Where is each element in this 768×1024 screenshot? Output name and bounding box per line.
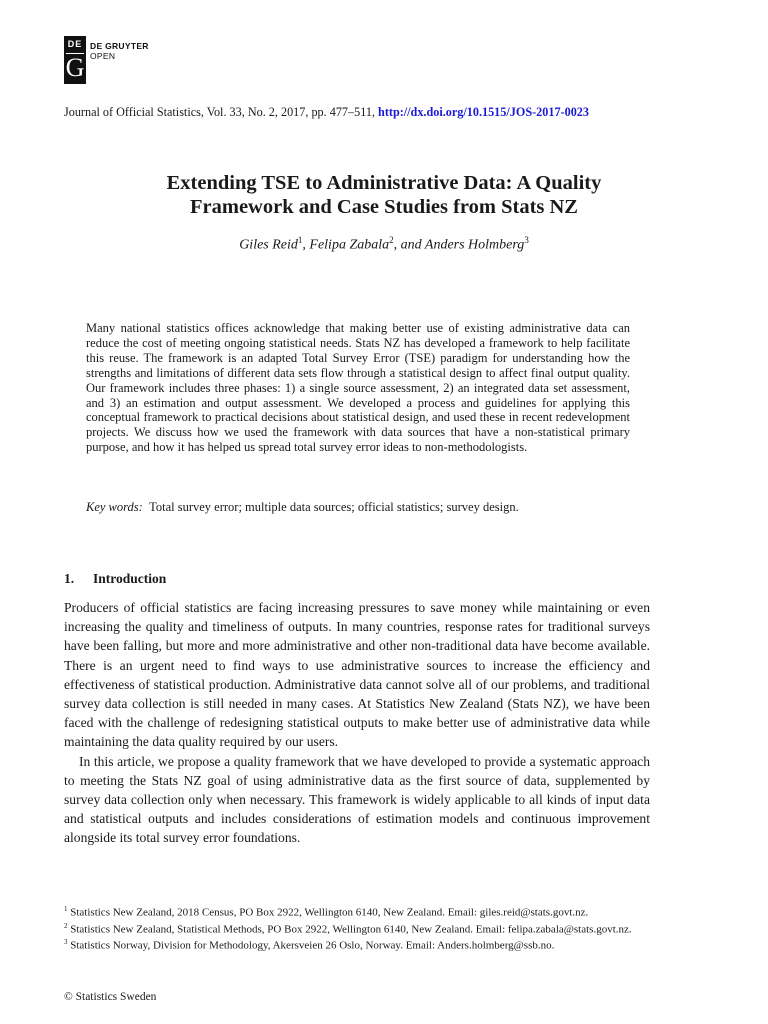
body-text [64, 598, 650, 848]
footnote-number: 3 [64, 938, 68, 947]
footnote [64, 920, 650, 937]
section-heading [64, 571, 166, 587]
footnote [64, 903, 650, 920]
author-affiliation-mark: 3 [524, 235, 529, 245]
footnotes [64, 903, 650, 953]
author-name: Giles Reid [239, 237, 298, 253]
journal-citation [64, 105, 589, 120]
author-name: Felipa Zabala [309, 237, 390, 253]
footnote-text: Statistics New Zealand, Statistical Methods, PO Box 2922, Wellington 6140, New Zealand. Email: felipa.zabala@stats.govt.nz. [67, 923, 632, 936]
author-separator: , and [393, 237, 425, 253]
paragraph: In this article, we propose a quality framework that we have developed to provide a systematic approach to meeting the Stats NZ goal of using administrative data as the first source of data, supplemented by survey data collection only when necessary. This framework is widely applicable to all kinds of input data and statistical outputs and includes considerations of estimation models and continuous improvement alongside its total survey error foundations. [64, 753, 650, 846]
footnote-number: 1 [64, 905, 68, 913]
article-title [64, 171, 704, 219]
abstract: Many national statistics offices acknowledge that making better use of existing administrative data can reduce the cost of meeting ongoing statistical needs. Stats NZ has developed a framework to help facilitate this reuse. The framework is an adapted Total Survey Error (TSE) paradigm for understanding how the strengths and limitations of different data sets flow through a statistical design to affect final output quality. Our framework includes three phases: 1) a single source assessment, 2) an integrated data set assessment, and 3) an estimation and output assessment. We developed a process and guidelines for applying this conceptual framework to practical decisions about statistical design, and used these in recent redevelopment projects. We discuss how we used the framework with data sources that have a non-statistical primary purpose, and how it has helped us spread total survey error ideas to non-methodologists. [86, 321, 630, 455]
publisher-brand [90, 41, 149, 61]
logo-letter: G [65, 53, 85, 82]
publisher-name: DE GRUYTER [90, 41, 149, 51]
publisher-sub: OPEN [90, 51, 116, 61]
citation-text: Journal of Official Statistics, Vol. 33, No. 2, 2017, pp. 477–511, [64, 105, 379, 119]
doi-link[interactable]: http://dx.doi.org/10.1515/JOS-2017-0023 [378, 105, 589, 119]
author-affiliation-mark: 2 [389, 235, 394, 245]
keywords-label: Key words: [86, 500, 143, 514]
section-number: 1. [64, 571, 75, 586]
author-affiliation-mark: 1 [297, 235, 303, 245]
publisher-logo [64, 36, 86, 84]
footnote-number: 2 [64, 921, 68, 930]
logo-top-text: DE [67, 39, 83, 49]
keywords [86, 500, 646, 515]
author-separator: , [302, 237, 310, 253]
footnote [64, 936, 650, 953]
section-title: Introduction [93, 571, 167, 586]
footnote-text: Statistics Norway, Division for Methodology, Akersveien 26 Oslo, Norway. Email: Anders.holmberg@ssb.no. [67, 939, 555, 952]
keywords-text: Total survey error; multiple data sources; official statistics; survey design. [149, 500, 519, 514]
copyright: © Statistics Sweden [64, 991, 157, 1003]
footnote-text: Statistics New Zealand, 2018 Census, PO Box 2922, Wellington 6140, New Zealand. Email: giles.reid@stats.govt.nz. [67, 906, 589, 919]
title-line-1: Extending TSE to Administrative Data: A Quality [166, 172, 602, 194]
title-line-2: Framework and Case Studies from Stats NZ [190, 196, 578, 218]
author-list [64, 235, 704, 254]
author-name: Anders Holmberg [424, 237, 525, 253]
paragraph: Producers of official statistics are facing increasing pressures to save money while maintaining or even increasing the quality and timeliness of outputs. In many countries, response rates for traditional surveys have been falling, but more and more administrative and other non-traditional data have become available. There is an urgent need to find ways to use administrative sources to increase the efficiency and effectiveness of statistical production. Administrative data cannot solve all of our problems, and traditional survey data collection is still needed in many cases. At Statistics New Zealand (Stats NZ), we have been faced with the challenge of redesigning statistical outputs to make better use of administrative data while maintaining the data quality required by our users. [64, 600, 650, 750]
